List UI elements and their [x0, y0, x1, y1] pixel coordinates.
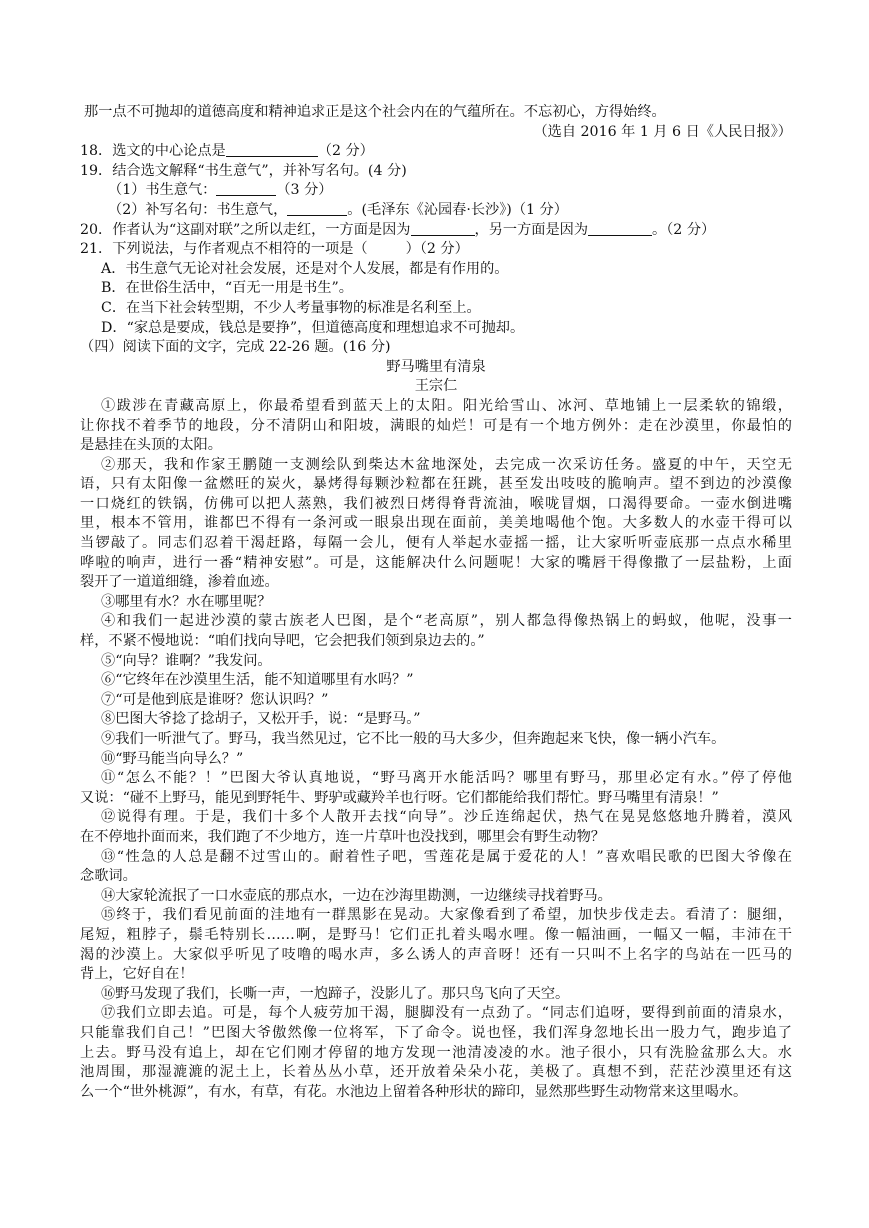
section-heading: （四）阅读下面的文字，完成 22-26 题。(16 分) — [80, 339, 391, 356]
option-b: B．在世俗生活中，“百无一用是书生”。 — [101, 280, 353, 297]
question-19: 19．结合选文解释“书生意气”，并补写名句。(4 分) — [80, 162, 407, 179]
question-19-1: （1）书生意气： （3 分） — [108, 182, 333, 199]
paragraph-line: ①跋涉在青藏高原上，你最希望看到蓝天上的太阳。阳光给雪山、冰河、草地铺上一层柔软的锦缎， — [101, 397, 792, 414]
article-paragraph — [80, 750, 792, 770]
paragraph-line: ③哪里有水？水在哪里呢？ — [101, 593, 272, 610]
paragraph-line: 让你找不着季节的地段，分不清阴山和阳坡，满眼的灿烂！可是有一个地方例外：走在沙漠里，你最怕的 — [80, 417, 792, 434]
option-c: C．在当下社会转型期，不少人考量事物的标准是名利至上。 — [101, 299, 481, 316]
article-paragraph — [80, 906, 792, 984]
paragraph-line: 裂开了一道道细缝，渗着血迹。 — [80, 574, 279, 591]
answer-blank-20-a[interactable] — [411, 221, 475, 236]
paragraph-line: 当锣敲了。同志们忍着干渴赶路，每隔一会儿，便有人举起水壶摇一摇，让大家听听壶底那一点点水稀里 — [80, 535, 792, 552]
option-a: A．书生意气无论对社会发展，还是对个人发展，都是有作用的。 — [101, 260, 509, 277]
article-paragraph — [80, 691, 792, 711]
paragraph-line: 又说：“碰不上野马，能见到野牦牛、野驴或藏羚羊也行呀。它们都能给我们帮忙。野马嘴里有清泉！” — [80, 789, 719, 806]
article-paragraph — [80, 887, 792, 907]
paragraph-line: ⑬“性急的人总是翻不过雪山的。耐着性子吧，雪莲花是属于爱花的人！”喜欢唱民歌的巴图大爷像在 — [101, 848, 792, 865]
paragraph-line: ⑭大家轮流抿了一口水壶底的那点水，一边在沙海里勘测，一边继续寻找着野马。 — [101, 887, 612, 904]
document-page — [80, 103, 792, 1102]
paragraph-line: ⑥“它终年在沙漠里生活，能不知道哪里有水吗？” — [101, 672, 414, 689]
paragraph-line: ⑫说得有理。于是，我们十多个人散开去找“向导”。沙丘连绵起伏，热气在晃晃悠悠地升腾着，漠风 — [101, 809, 792, 826]
article-paragraph — [80, 808, 792, 847]
option-d: D．“家总是要成，钱总是要挣”，但道德高度和理想追求不可抛却。 — [101, 319, 525, 336]
paragraph-line: 是悬挂在头顶的太阳。 — [80, 437, 222, 454]
paragraph-line: 语，只有太阳像一盆燃旺的炭火，暴烤得每颗沙粒都在狂跳，甚至发出吱吱的脆响声。望不到边的沙漠像 — [80, 476, 792, 493]
paragraph-line: ⑦“可是他到底是谁呀？您认识吗？” — [101, 691, 329, 708]
paragraph-line: ⑨我们一听泄气了。野马，我当然见过，它不比一般的马大多少，但奔跑起来飞快，像一辆小汽车。 — [101, 731, 726, 747]
paragraph-line: 哗啦的响声，进行一番“精神安慰”。可是，这能解决什么问题呢！大家的嘴唇干得像撒了一层盐粉，上面 — [80, 554, 792, 571]
paragraph-line: 尾短，粗脖子，鬃毛特别长……啊，是野马！它们正扎着头喝水哩。像一幅油画，一幅又一幅，丰沛在干 — [80, 926, 792, 943]
answer-blank-18[interactable] — [226, 142, 318, 157]
paragraph-line: ⑰我们立即去追。可是，每个人疲劳加干渴，腿脚没有一点劲了。“同志们追呀，要得到前面的清泉水， — [101, 1005, 792, 1022]
paragraph-line: 念歌词。 — [80, 868, 137, 885]
paragraph-line: ⑪“怎么不能？！”巴图大爷认真地说，“野马离开水能活吗？哪里有野马，那里必定有水。”停了停他 — [101, 770, 792, 787]
article-paragraph — [80, 1004, 792, 1102]
paragraph-line: 背上，它好自在！ — [80, 966, 194, 983]
article-author: 王宗仁 — [414, 378, 458, 395]
article-paragraph — [80, 671, 792, 691]
paragraph-line: 上去。野马没有追上，却在它们刚才停留的地方发现一池清凌凌的水。池子很小，只有洗脸盆那么大。水 — [80, 1044, 792, 1061]
source-citation: （选自 2016 年 1 月 6 日《人民日报》） — [533, 123, 792, 140]
article-paragraph — [80, 710, 792, 730]
paragraph-line: ⑤“向导？谁啊？”我发问。 — [101, 652, 272, 669]
question-19-2: （2）补写名句：书生意气， 。(毛泽东《沁园春·长沙》)（1 分） — [108, 201, 568, 218]
paragraph-line: ④和我们一起进沙漠的蒙古族老人巴图，是个“老高原”，别人都急得像热锅上的蚂蚁，他呢，没事一 — [101, 613, 792, 630]
article-paragraph — [80, 593, 792, 613]
paragraph-line: 渴的沙漠上。大家似乎听见了吱噜的喝水声，多么诱人的声音呀！还有一只叫不上名字的鸟站在一匹马的 — [80, 946, 792, 963]
article-paragraph — [80, 769, 792, 808]
paragraph-line: ⑧巴图大爷捻了捻胡子，又松开手，说：“是野马。” — [101, 711, 421, 728]
paragraph-line: ⑩“野马能当向导么？” — [101, 750, 244, 767]
article-body — [80, 397, 792, 1102]
paragraph-line: 里，根本不管用，谁都巴不得有一条河或一眼泉出现在面前，美美地喝他个饱。大多数人的水壶干得可以 — [80, 515, 792, 532]
article-paragraph — [80, 652, 792, 672]
paragraph-line: 样，不紧不慢地说：“咱们找向导吧，它会把我们领到泉边去的。” — [80, 633, 485, 650]
article-paragraph — [80, 985, 792, 1005]
paragraph-line: 么一个“世外桃源”，有水，有草，有花。水池边上留着各种形状的蹄印，显然那些野生动物常来这里喝水。 — [80, 1083, 748, 1100]
question-18: 18．选文的中心论点是 （2 分） — [80, 143, 374, 160]
paragraph-line: 只能靠我们自己！”巴图大爷傲然像一位将军，下了命令。说也怪，我们浑身忽地长出一股力气，跑步追了 — [80, 1024, 792, 1041]
question-21: 21．下列说法，与作者观点不相符的一项是（ ）（2 分） — [80, 241, 469, 258]
article-title: 野马嘴里有清泉 — [386, 358, 486, 375]
article-paragraph — [80, 612, 792, 651]
answer-blank-19-1[interactable] — [216, 181, 276, 196]
closing-line: 那一点不可抛却的道德高度和精神追求正是这个社会内在的气蕴所在。不忘初心，方得始终。 — [84, 104, 666, 120]
paragraph-line: ⑯野马发现了我们，长嘶一声，一尥蹄子，没影儿了。那只鸟飞向了天空。 — [101, 985, 570, 1002]
question-20: 20．作者认为“这副对联”之所以走红，一方面是因为 ，另一方面是因为 。（2 分） — [80, 221, 716, 238]
paragraph-line: 池周围，那湿漉漉的泥土上，长着丛丛小草，还开放着朵朵小花，美极了。真想不到，茫茫沙漠里还有这 — [80, 1064, 792, 1081]
article-paragraph — [80, 730, 792, 750]
article-paragraph — [80, 397, 792, 456]
answer-blank-19-2[interactable] — [287, 201, 347, 216]
article-paragraph — [80, 456, 792, 593]
paragraph-line: 在不停地扑面而来，我们跑了不少地方，连一片草叶也没找到，哪里会有野生动物？ — [80, 828, 605, 845]
answer-blank-20-b[interactable] — [588, 221, 652, 236]
paragraph-line: ②那天，我和作家王鹏随一支测绘队到柴达木盆地深处，去完成一次采访任务。盛夏的中午，天空无 — [101, 456, 792, 473]
paragraph-line: 一口烧红的铁锅，仿佛可以把人蒸熟，我们被烈日烤得脊背流油，喉咙冒烟，口渴得要命。一壶水倒进嘴 — [80, 495, 792, 512]
article-paragraph — [80, 848, 792, 887]
paragraph-line: ⑮终于，我们看见前面的洼地有一群黑影在晃动。大家像看到了希望，加快步伐走去。看清了：腿细， — [101, 907, 792, 924]
